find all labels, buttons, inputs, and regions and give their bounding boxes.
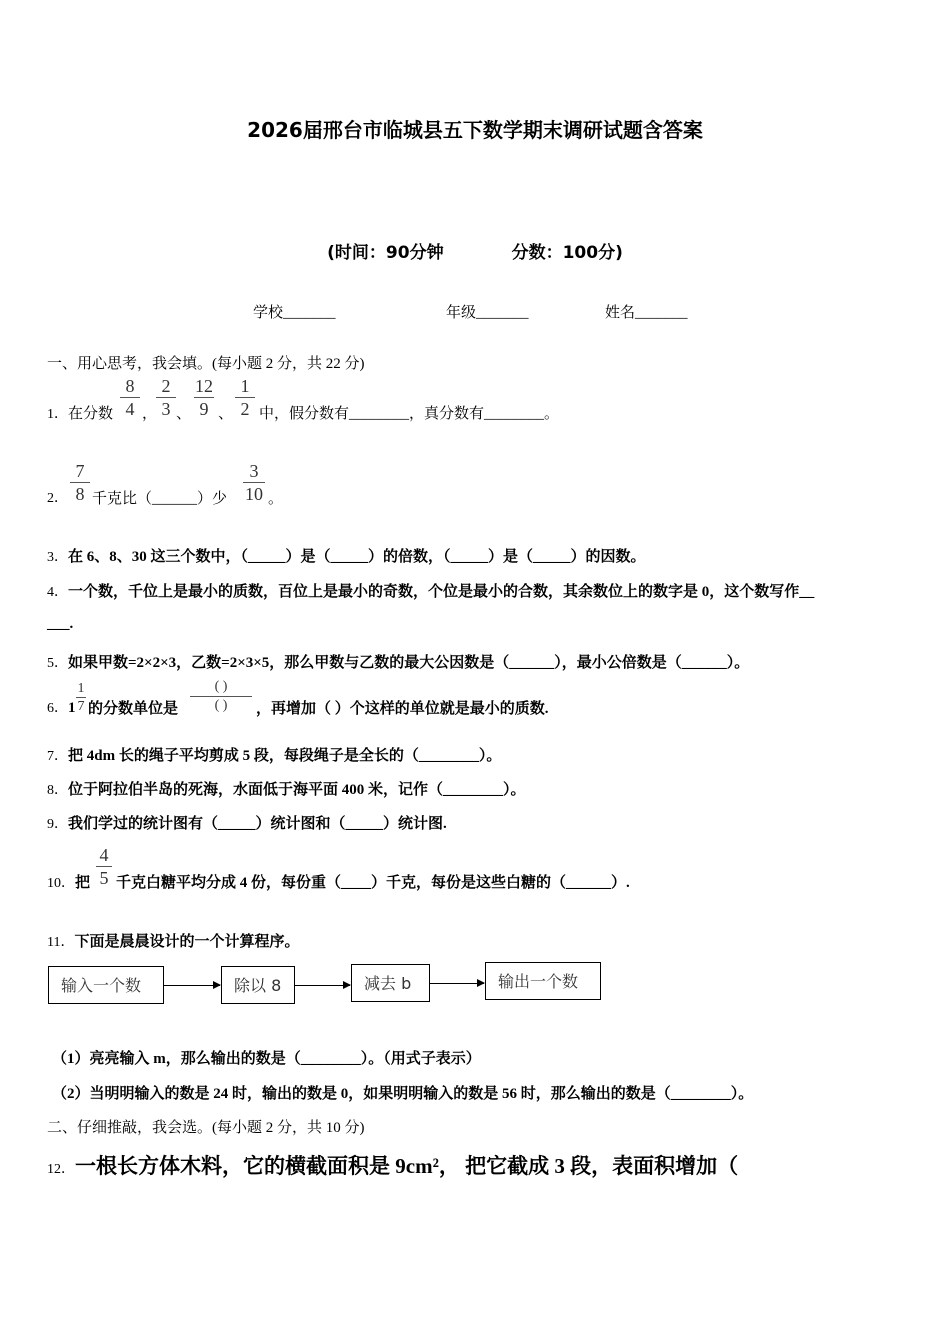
q5-number: 5． — [47, 656, 68, 671]
q12-text: 一根长方体木料，它的横截面积是 9cm²， 把它截成 3 段，表面积增加（ — [75, 1154, 739, 1178]
flow-step-subtract: 减去 b — [351, 964, 430, 1002]
q5 — [47, 651, 749, 672]
q4-number: 4． — [47, 585, 68, 600]
q10 — [47, 871, 90, 892]
q12 — [47, 1150, 738, 1180]
fraction-numerator: ( ) — [214, 679, 228, 694]
section-1-heading: 一、用心思考，我会填。(每小题 2 分，共 22 分) — [47, 356, 365, 372]
fraction-denominator: 7 — [77, 699, 85, 714]
q8 — [47, 778, 526, 799]
q6-mid: 的分数单位是 — [88, 701, 179, 717]
q1 — [47, 402, 113, 423]
q2-number: 2． — [47, 491, 68, 506]
q7 — [47, 744, 501, 765]
fraction-denominator: 9 — [199, 399, 209, 419]
q2-post: 。 — [268, 491, 284, 507]
fraction-numerator: 1 — [77, 681, 85, 696]
q6-fraction — [73, 680, 89, 715]
q9-number: 9． — [47, 817, 68, 832]
q3-text: 在 6、8、30 这三个数中，（_____）是（_____）的倍数，（_____）是（_____）的因数。 — [68, 549, 646, 565]
fraction-denominator: 3 — [161, 399, 171, 419]
section-2-heading: 二、仔细推敲，我会选。(每小题 2 分，共 10 分) — [47, 1120, 365, 1136]
q6-whole: 1 — [68, 700, 76, 716]
q1-separator: ， — [142, 406, 158, 422]
q10-pre: 把 — [75, 875, 91, 891]
q1-fraction-3 — [192, 375, 216, 420]
grade-field: 年级_______ — [446, 305, 529, 321]
fraction-denominator: 10 — [245, 484, 263, 504]
q1-fraction-4 — [233, 375, 257, 420]
q4-continuation: ___. — [47, 616, 74, 632]
q10-post: 千克白糖平均分成 4 份，每份重（____）千克，每份是这些白糖的（______）. — [116, 875, 630, 891]
flow-arrow-icon — [164, 985, 220, 986]
q4 — [47, 580, 814, 601]
q12-number: 12． — [47, 1162, 75, 1177]
q6-answer-blank — [188, 678, 254, 715]
fraction-denominator: ( ) — [214, 698, 228, 713]
fraction-denominator: 8 — [75, 484, 85, 504]
flow-arrow-icon — [430, 983, 484, 984]
fraction-denominator: 5 — [99, 868, 109, 888]
fraction-numerator: 4 — [99, 845, 109, 865]
fraction-numerator: 3 — [249, 461, 259, 481]
fraction-denominator: 2 — [240, 399, 250, 419]
exam-score: 分数：100分) — [511, 243, 623, 263]
q6-post: ，再增加（ ）个这样的单位就是最小的质数. — [256, 701, 549, 717]
q8-text: 位于阿拉伯半岛的死海，水面低于海平面 400 米，记作（________）。 — [68, 782, 526, 798]
q2-mid: 千克比（______）少 — [92, 491, 228, 507]
q4-text: 一个数，千位上是最小的质数，百位上是最小的奇数，个位是最小的合数，其余数位上的数字是 0，这个数写作__ — [68, 584, 815, 600]
flow-step-output: 输出一个数 — [485, 962, 601, 1000]
q1-post: 中，假分数有________，真分数有________。 — [259, 406, 560, 422]
q1-fraction-2 — [154, 375, 178, 420]
q2-fraction-2 — [241, 460, 267, 505]
q8-number: 8． — [47, 783, 68, 798]
q5-text: 如果甲数=2×2×3，乙数=2×3×5，那么甲数与乙数的最大公因数是（______），最小公倍数是（______）。 — [68, 655, 750, 671]
q11-sub-2: （2）当明明输入的数是 24 时，输出的数是 0，如果明明输入的数是 56 时，那么输出的数是（________）。 — [52, 1086, 754, 1102]
fraction-denominator: 4 — [125, 399, 135, 419]
q11 — [47, 930, 300, 951]
flow-arrow-icon — [295, 985, 350, 986]
exam-time: (时间：90分钟 — [327, 243, 444, 263]
fraction-numerator: 2 — [161, 376, 171, 396]
q1-pre: 在分数 — [68, 406, 114, 422]
q10-fraction — [94, 844, 114, 889]
q6-number: 6． — [47, 701, 68, 716]
fraction-numerator: 12 — [195, 376, 213, 396]
q1-separator: 、 — [218, 406, 234, 422]
q1-separator: 、 — [176, 406, 192, 422]
q9-text: 我们学过的统计图有（_____）统计图和（_____）统计图. — [68, 816, 447, 832]
page-title: 2026届邢台市临城县五下数学期末调研试题含答案 — [247, 118, 703, 142]
flow-step-divide: 除以 8 — [221, 966, 295, 1004]
q11-text: 下面是晨晨设计的一个计算程序。 — [74, 934, 300, 950]
q11-number: 11． — [47, 935, 75, 950]
q2-fraction-1 — [68, 460, 92, 505]
fraction-numerator: 8 — [125, 376, 135, 396]
q1-fraction-1 — [118, 375, 142, 420]
exam-time-score — [0, 238, 950, 263]
school-field: 学校_______ — [253, 305, 336, 321]
q11-sub-1: （1）亮亮输入 m，那么输出的数是（________）。（用式子表示） — [52, 1051, 481, 1067]
q10-number: 10． — [47, 876, 75, 891]
name-field: 姓名_______ — [605, 305, 688, 321]
q7-number: 7． — [47, 749, 68, 764]
q3 — [47, 545, 646, 566]
fraction-numerator: 7 — [75, 461, 85, 481]
q9 — [47, 812, 447, 833]
q6 — [47, 697, 76, 717]
fraction-numerator: 1 — [240, 376, 250, 396]
q3-number: 3． — [47, 550, 68, 565]
flow-step-input: 输入一个数 — [48, 966, 164, 1004]
q7-text: 把 4dm 长的绳子平均剪成 5 段，每段绳子是全长的（________）。 — [68, 748, 502, 764]
q1-number: 1． — [47, 407, 68, 422]
